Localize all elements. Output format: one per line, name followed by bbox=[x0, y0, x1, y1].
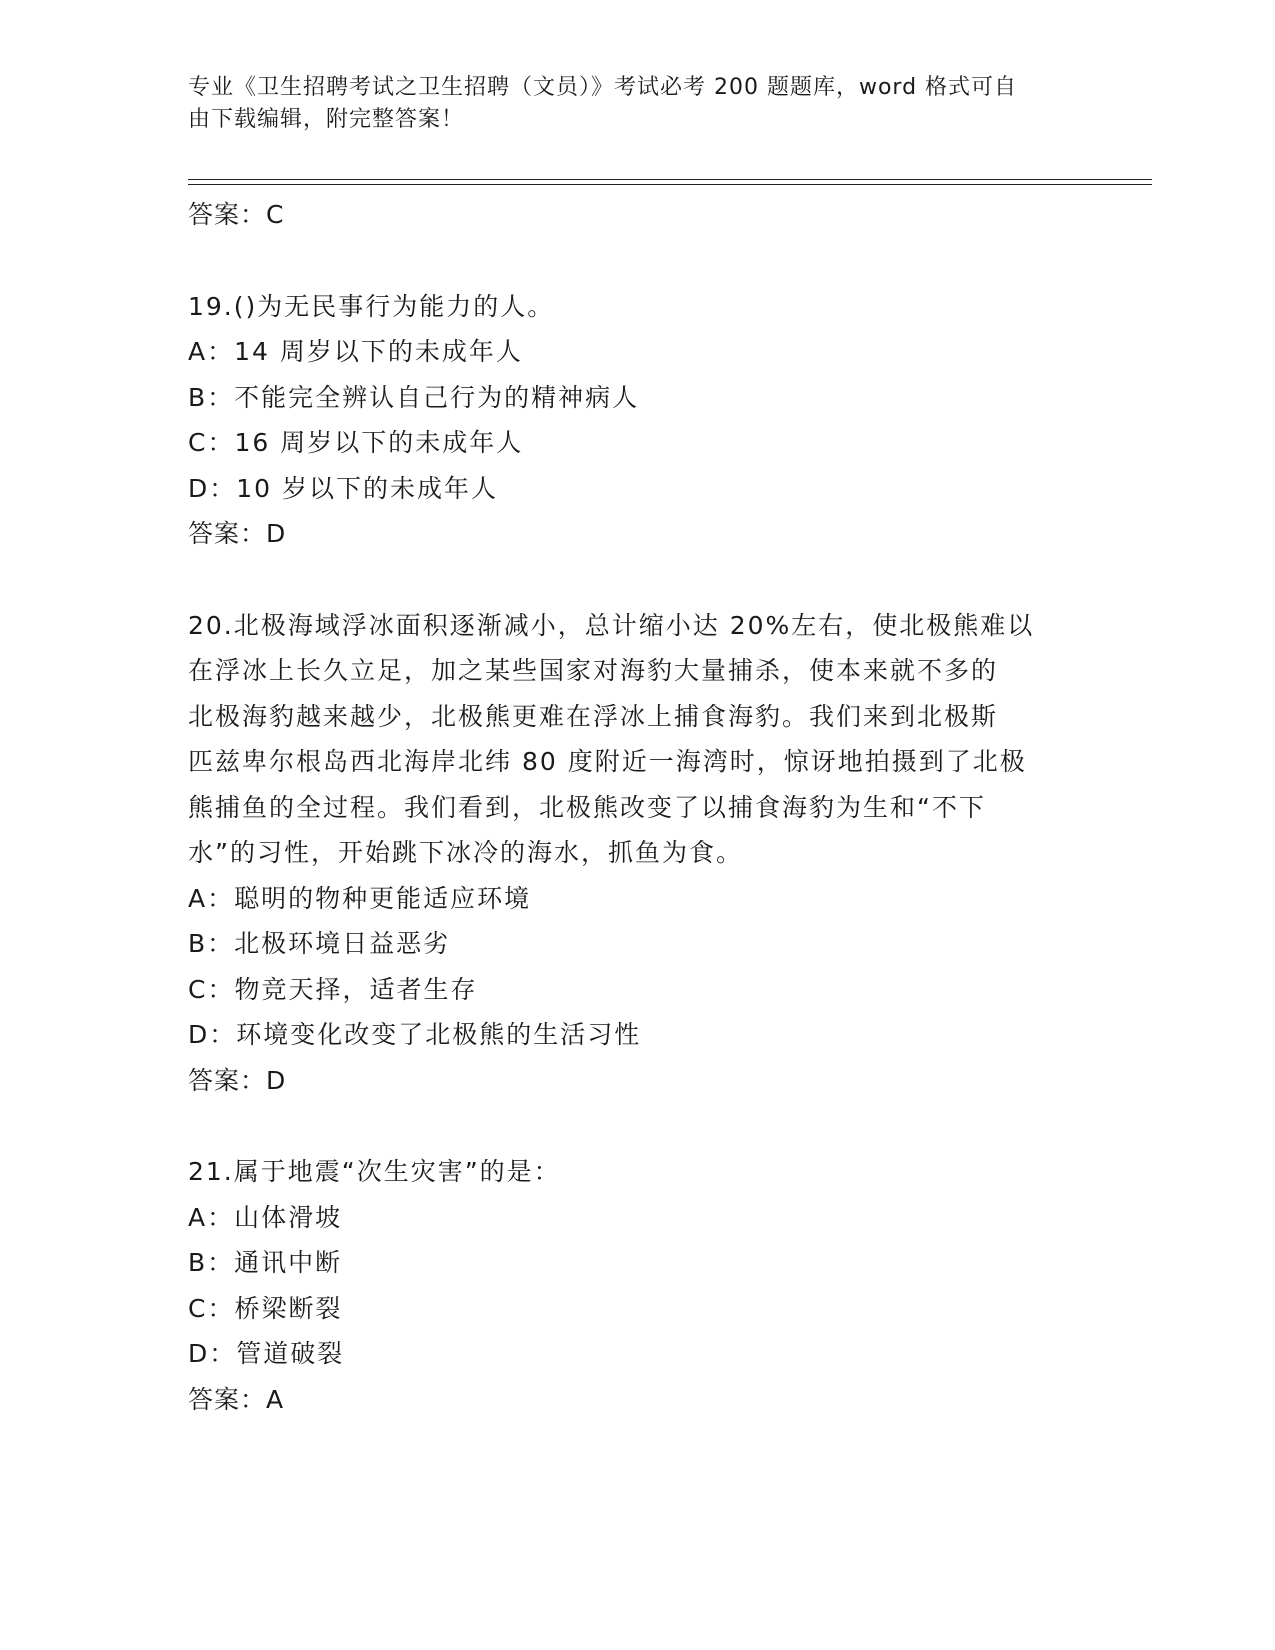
option-c: C：桥梁断裂 bbox=[188, 1293, 343, 1323]
answer-line: 答案：D bbox=[188, 1065, 287, 1095]
question-stem: 21.属于地震“次生灾害”的是： bbox=[188, 1157, 561, 1186]
question-list bbox=[188, 192, 1088, 1422]
question-stem: 20.北极海域浮冰面积逐渐减小，总计缩小达 20%左右，使北极熊难以 bbox=[188, 610, 1035, 640]
option-d: D：10 岁以下的未成年人 bbox=[188, 473, 499, 503]
document-header bbox=[188, 72, 1088, 136]
header-line: 专业《卫生招聘考试之卫生招聘（文员）》考试必考 200 题题库，word 格式可自 bbox=[188, 75, 1018, 100]
header-line: 由下载编辑，附完整答案！ bbox=[188, 107, 465, 132]
option-b: B：北极环境日益恶劣 bbox=[188, 929, 451, 958]
option-a: A：山体滑坡 bbox=[188, 1202, 343, 1232]
option-b: B：不能完全辨认自己行为的精神病人 bbox=[188, 382, 640, 412]
option-d: D：管道破裂 bbox=[188, 1339, 345, 1368]
question-stem: 在浮冰上长久立足，加之某些国家对海豹大量捕杀，使本来就不多的 bbox=[188, 656, 999, 685]
option-d: D：环境变化改变了北极熊的生活习性 bbox=[188, 1020, 642, 1049]
answer-line: 答案：A bbox=[188, 1384, 285, 1414]
question-20 bbox=[188, 603, 1088, 1104]
question-stem: 熊捕鱼的全过程。我们看到，北极熊改变了以捕食海豹为生和“不下 bbox=[188, 792, 986, 822]
option-b: B：通讯中断 bbox=[188, 1248, 343, 1277]
spacer bbox=[188, 1103, 1088, 1149]
question-21 bbox=[188, 1149, 1088, 1422]
question-stem: 北极海豹越来越少，北极熊更难在浮冰上捕食海豹。我们来到北极斯 bbox=[188, 701, 999, 731]
question-stem: 19.()为无民事行为能力的人。 bbox=[188, 291, 555, 321]
option-a: A：14 周岁以下的未成年人 bbox=[188, 337, 523, 366]
question-19 bbox=[188, 284, 1088, 557]
spacer bbox=[188, 557, 1088, 603]
question-stem: 水”的习性，开始跳下冰冷的海水，抓鱼为食。 bbox=[188, 838, 743, 867]
option-a: A：聪明的物种更能适应环境 bbox=[188, 883, 532, 913]
question-stem: 匹兹卑尔根岛西北海岸北纬 80 度附近一海湾时，惊讶地拍摄到了北极 bbox=[188, 747, 1027, 776]
option-c: C：物竞天择，适者生存 bbox=[188, 974, 478, 1004]
answer-line: 答案：D bbox=[188, 519, 287, 548]
header-divider bbox=[188, 179, 1152, 180]
option-c: C：16 周岁以下的未成年人 bbox=[188, 428, 524, 457]
header-divider bbox=[188, 184, 1152, 185]
spacer bbox=[188, 238, 1088, 284]
answer-line: 答案：C bbox=[188, 200, 285, 229]
